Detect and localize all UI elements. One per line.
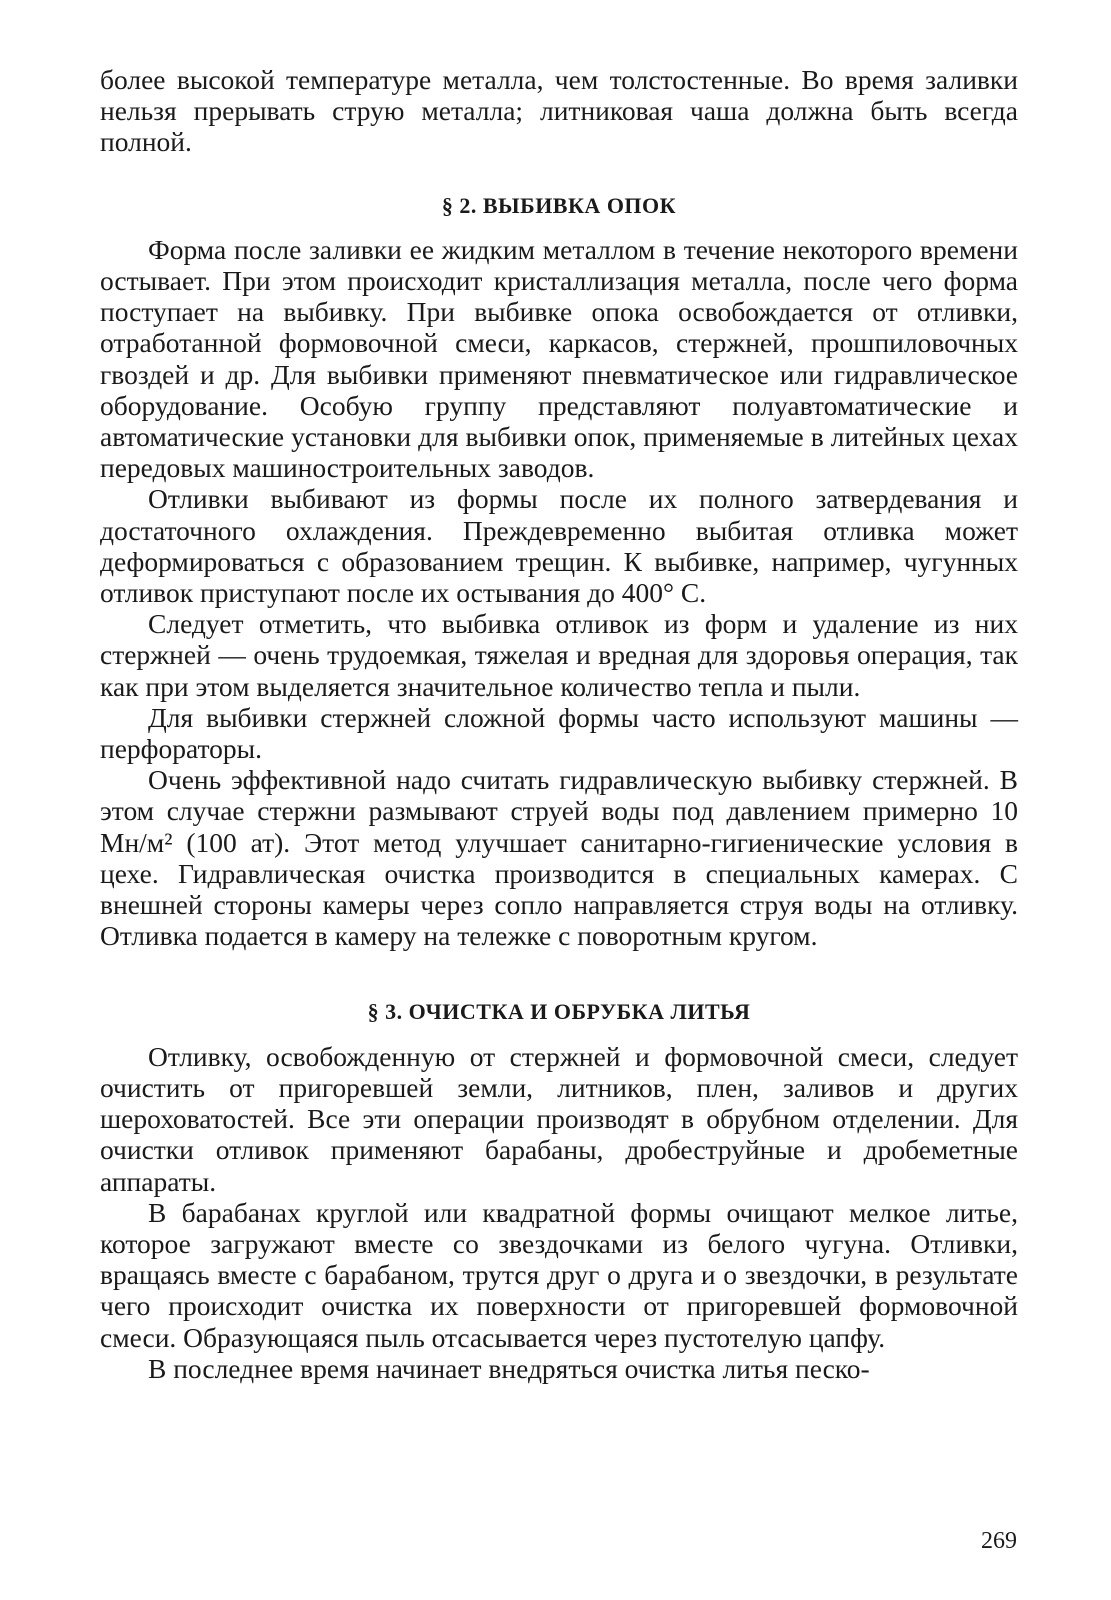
section-3-paragraph: Отливку, освобожденную от стержней и формовочной смеси, следует очистить от пригоревшей земли, литников, плен, заливов и других шероховатостей. Все эти операции производят в обрубном отделении. Для очистки отливок применяют барабаны, дробеструйные и дробеметные аппараты. (100, 1040, 1018, 1197)
section-2-paragraph: Отливки выбивают из формы после их полного затвердевания и достаточного охлаждения. Преждевременно выбитая отливка может деформироваться с образованием трещин. К выбивке, например, чугунных отливок приступают после их остывания до 400° С. (100, 483, 1018, 609)
section-3-paragraph: В последнее время начинает внедряться очистка литья песко- (148, 1352, 870, 1384)
section-2-paragraph: Очень эффективной надо считать гидравлическую выбивку стержней. В этом случае стержни размывают струей воды под давлением примерно 10 Мн/м² (100 ат). Этот метод улучшает санитарно-гигиенические условия в цехе. Гидравлическая очистка производится в специальных камерах. С внешней стороны камеры через сопло направляется струя воды на отливку. Отливка подается в камеру на тележке с поворотным кругом. (100, 764, 1018, 952)
paragraph-intro: более высокой температуре металла, чем толстостенные. Во время заливки нельзя прерывать струю металла; литниковая чаша должна быть всегда полной. (100, 64, 1018, 158)
section-2-heading: § 2. ВЫБИВКА ОПОК (441, 192, 677, 218)
page-body (100, 64, 1018, 1384)
page-number: 269 (981, 1528, 1017, 1554)
section-3-paragraph: В барабанах круглой или квадратной формы очищают мелкое литье, которое загружают вместе со звездочками из белого чугуна. Отливки, вращаясь вместе с барабаном, трутся друг о друга и о звездочки, в результате чего происходит очистка их поверхности от пригоревшей формовочной смеси. Образующаяся пыль отсасывается через пустотелую цапфу. (100, 1196, 1018, 1353)
section-3-heading: § 3. ОЧИСТКА И ОБРУБКА ЛИТЬЯ (367, 999, 751, 1025)
section-2-paragraph: Для выбивки стержней сложной формы часто используют машины — перфораторы. (100, 701, 1018, 765)
section-2-paragraph: Следует отметить, что выбивка отливок из форм и удаление из них стержней — очень трудоемкая, тяжелая и вредная для здоровья операция, так как при этом выделяется значительное количество тепла и пыли. (100, 608, 1018, 702)
section-2-paragraph: Форма после заливки ее жидким металлом в течение некоторого времени остывает. При этом происходит кристаллизация металла, после чего форма поступает на выбивку. При выбивке опока освобождается от отливки, отработанной формовочной смеси, каркасов, стержней, прошпиловочных гвоздей и др. Для выбивки применяют пневматическое или гидравлическое оборудование. Особую группу представляют полуавтоматические и автоматические установки для выбивки опок, применяемые в литейных цехах передовых машиностроительных заводов. (100, 233, 1018, 484)
